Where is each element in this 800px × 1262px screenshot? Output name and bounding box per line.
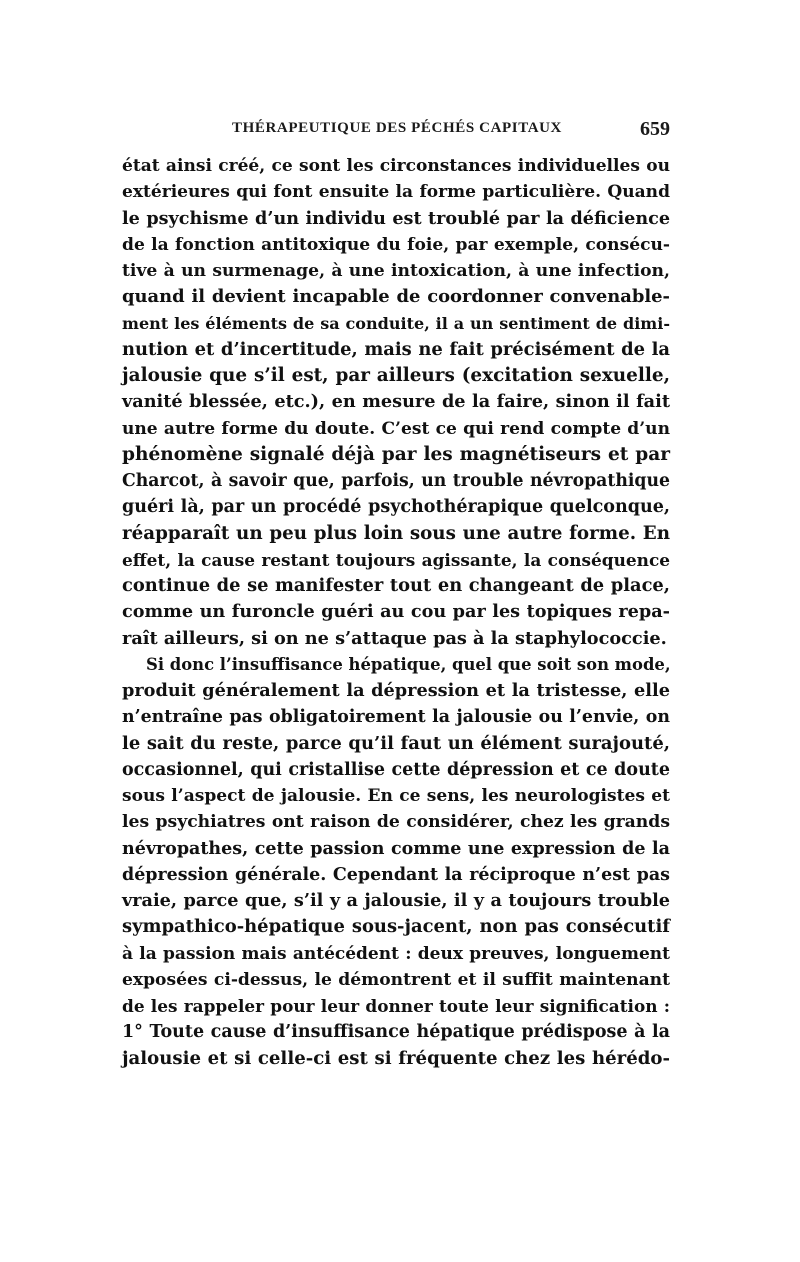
text-line: à la passion mais antécédent : deux preuves, longuement — [122, 943, 670, 964]
text-line: comme un furoncle guéri au cou par les topiques repa- — [122, 601, 670, 623]
text-line: effet, la cause restant toujours agissante, la conséquence — [122, 549, 670, 570]
text-line: 1° Toute cause d’insuffisance hépatique prédispose à la — [122, 1022, 670, 1043]
running-title: THÉRAPEUTIQUE DES PÉCHÉS CAPITAUX — [232, 120, 562, 136]
text-line: névropathes, cette passion comme une expression de la — [122, 838, 670, 859]
text-line: quand il devient incapable de coordonner convenable- — [122, 286, 670, 308]
text-line: de les rappeler pour leur donner toute leur signification : — [122, 996, 670, 1016]
text-line: phénomène signalé déjà par les magnétiseurs et par — [122, 443, 670, 465]
text-line: de la fonction antitoxique du foie, par exemple, consécu- — [122, 234, 670, 255]
text-line: produit généralement la dépression et la tristesse, elle — [122, 680, 670, 701]
text-line: vanité blessée, etc.), en mesure de la faire, sinon il fait — [122, 391, 670, 413]
text-line: sympathico-hépatique sous-jacent, non pas consécutif — [122, 916, 670, 938]
text-line: extérieures qui font ensuite la forme particulière. Quand — [122, 182, 670, 203]
text-line: dépression générale. Cependant la réciproque n’est pas — [122, 864, 670, 885]
text-line: nution et d’incertitude, mais ne fait précisément de la — [122, 338, 670, 360]
page-number: 659 — [640, 118, 670, 140]
text-line: état ainsi créé, ce sont les circonstances individuelles ou — [122, 156, 670, 176]
text-line: jalousie que s’il est, par ailleurs (excitation sexuelle, — [122, 365, 670, 386]
text-line: n’entraîne pas obligatoirement la jalousie ou l’envie, on — [122, 707, 670, 728]
text-line: raît ailleurs, si on ne s’attaque pas à la staphylococcie. — [122, 627, 667, 649]
text-line: une autre forme du doute. C’est ce qui rend compte d’un — [122, 418, 670, 439]
running-header — [122, 120, 670, 144]
text-line: tive à un surmenage, à une intoxication, à une infection, — [122, 261, 670, 281]
text-line: Charcot, à savoir que, parfois, un trouble névropathique — [122, 471, 670, 491]
text-line: jalousie et si celle-ci est si fréquente chez les hérédo- — [122, 1047, 670, 1069]
text-line: guéri là, par un procédé psychothérapique quelconque, — [122, 497, 670, 518]
text-line: ment les éléments de sa conduite, il a un sentiment de dimi- — [122, 313, 670, 333]
text-line: sous l’aspect de jalousie. En ce sens, les neurologistes et — [122, 786, 670, 806]
body-text — [122, 153, 670, 1072]
text-line: le sait du reste, parce qu’il faut un élément surajouté, — [122, 732, 670, 754]
text-line: occasionnel, qui cristallise cette dépression et ce doute — [122, 759, 670, 780]
text-line: continue de se manifester tout en changeant de place, — [122, 575, 670, 596]
text-line: réapparaît un peu plus loin sous une autre forme. En — [122, 522, 670, 544]
text-line: le psychisme d’un individu est troublé par la déficience — [122, 207, 670, 229]
text-line: Si donc l’insuffisance hépatique, quel que soit son mode, — [146, 654, 671, 674]
text-line: exposées ci-dessus, le démontrent et il suffit maintenant — [122, 969, 670, 990]
text-line: vraie, parce que, s’il y a jalousie, il y a toujours trouble — [122, 890, 670, 911]
text-line: les psychiatres ont raison de considérer, chez les grands — [122, 812, 670, 833]
